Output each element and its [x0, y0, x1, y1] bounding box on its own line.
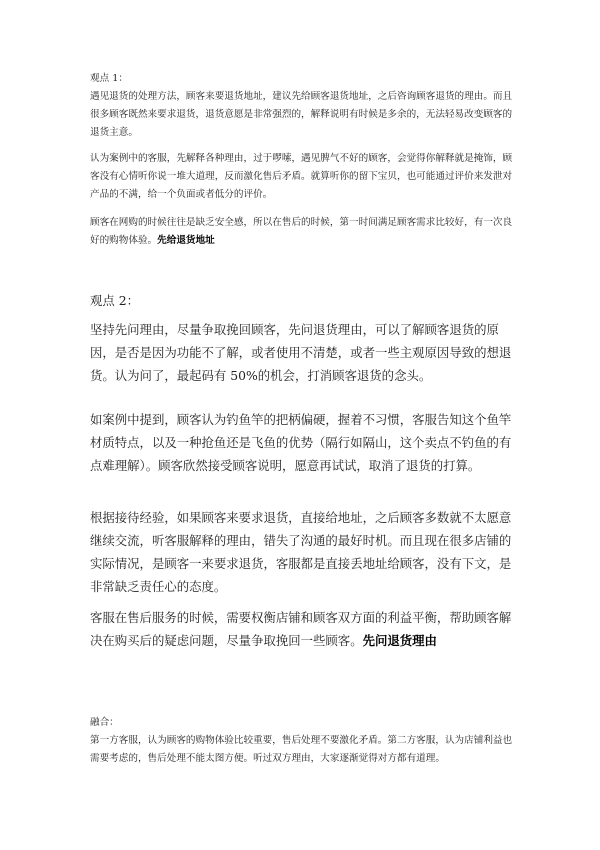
point1-paragraph-3-text: 顾客在网购的时候往往是缺乏安全感，所以在售后的时候，第一时间满足顾客需求比较好，有一次良好的购物体验。: [90, 217, 513, 246]
point2-paragraph-4: [90, 606, 515, 652]
merge-paragraph: 第一方客服，认为顾客的购物体验比较重要，售后处理不要激化矛盾。第二方客服，认为店铺利益也需要考虑的，售后处理不能太图方便。听过双方理由，大家逐渐觉得对方都有道理。: [90, 735, 513, 764]
point1-paragraph-3: [90, 214, 515, 250]
point2-heading: 观点 2：: [90, 293, 139, 308]
point2-paragraph-4-text: 客服在售后服务的时候，需要权衡店铺和顾客双方面的利益平衡，帮助顾客解决在购买后的疑虑问题，尽量争取挽回一些顾客。: [90, 610, 512, 648]
point2-paragraph-3: 根据接待经验，如果顾客来要求退货，直接给地址，之后顾客多数就不太愿意继续交流，听客服解释的理由，错失了沟通的最好时机。而且现在很多店铺的实际情况，是顾客一来要求退货，客服都是直接丢地址给顾客，没有下文，是非常缺乏责任心的态度。: [90, 510, 512, 594]
point1-conclusion: 先给退货地址: [157, 235, 215, 246]
point2-conclusion: 先问退货理由: [362, 633, 437, 648]
point2-paragraph-1: 坚持先问理由，尽量争取挽回顾客，先问退货理由，可以了解顾客退货的原因，是否是因为功能不了解，或者使用不清楚，或者一些主观原因导致的想退货。认为问了，最起码有 50%的机会，打消顾客退货的念头。: [90, 322, 512, 383]
point1-heading: 观点 1：: [90, 73, 128, 84]
merge-heading: 融合：: [90, 717, 119, 728]
point1-paragraph-1: 遇见退货的处理方法，顾客来要退货地址，建议先给顾客退货地址，之后咨询顾客退货的理由。而且很多顾客既然来要求退货，退货意愿是非常强烈的，解释说明有时候是多余的，无法轻易改变顾客的退货主意。: [90, 91, 513, 138]
point1-paragraph-2: 认为案例中的客服，先解释各种理由，过于啰嗦，遇见脾气不好的顾客，会觉得你解释就是掩饰，顾客没有心情听你说一堆大道理，反而激化售后矛盾。就算听你的留下宝贝，也可能通过评价来发泄对产品的不满，给一个负面或者低分的评价。: [90, 153, 513, 200]
point2-paragraph-2: 如案例中提到，顾客认为钓鱼竿的把柄偏硬，握着不习惯，客服告知这个鱼竿材质特点，以及一种抢鱼还是飞鱼的优势（隔行如隔山，这个卖点不钓鱼的有点难理解）。顾客欣然接受顾客说明，愿意再试试，取消了退货的打算。: [90, 412, 512, 473]
